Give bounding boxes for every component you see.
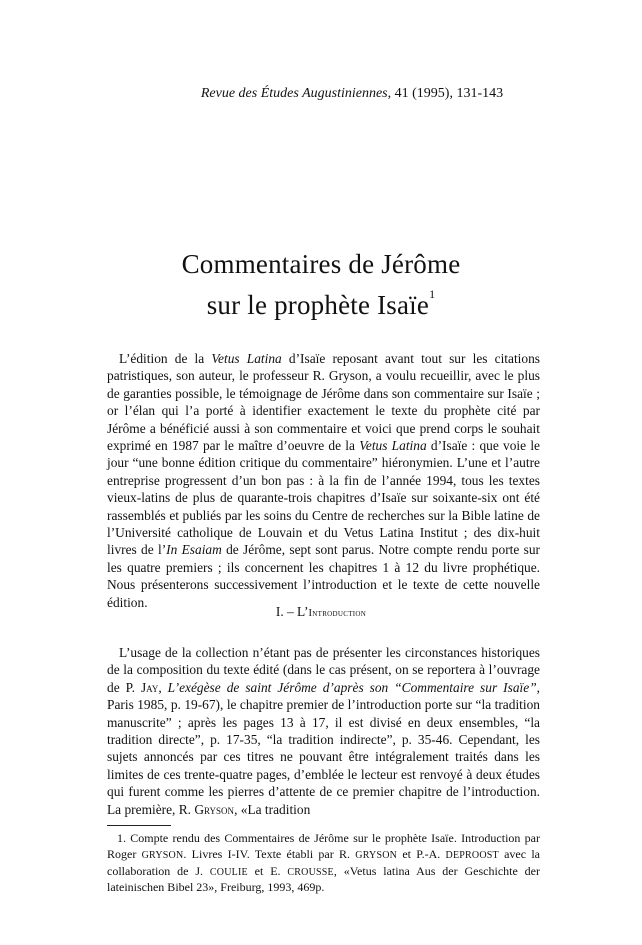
fn-seg-3: et P.-A. <box>397 846 446 861</box>
p2-seg-4: L’exégèse de saint Jérôme d’après son “Commentaire sur Isaïe” <box>167 679 537 695</box>
footnote-divider <box>107 825 171 826</box>
paragraph-2-text <box>107 644 540 818</box>
fn-name-2: GRYSON <box>355 849 398 861</box>
volume-info: , 41 (1995), 131-143 <box>387 86 504 101</box>
paragraph-1 <box>107 350 540 611</box>
fn-seg-6: , «Vetus latina Aus der Geschichte der lateinischen Bibel 23», Freiburg, 1993, 469p. <box>107 863 540 895</box>
p1-seg-7: de Jérôme, sept sont parus. Notre compte rendu porte sur les quatre premiers ; ils concernent les chapitres 1 à 12 du livre prophétique. Nous présenterons successivement l’introduction et le texte de cette nouvelle édition. <box>107 542 540 610</box>
fn-seg-1: 1. Compte rendu des Commentaires de Jérôme sur le prophète Isaïe. Introduction par Roger <box>107 831 540 861</box>
paragraph-1-text <box>107 350 540 611</box>
footnote-1 <box>107 831 540 896</box>
p1-seg-5: d’Isaïe : que voie le jour “une bonne édition critique du commentaire” hiéronymien. L’une et l’autre entreprise progressent d’un bon pas : à la fin de l’année 1994, tous les textes vieux-latins de plus de quarante-trois chapitres d’Isaïe sur soixante-six ont été rassemblés et publiés par les soins du Centre de recherches sur la Bible latine de l’Université catholique de Louvain et du Vetus Latina Institut ; des dix-huit livres de l’ <box>107 438 540 558</box>
fn-seg-5: et E. <box>247 863 288 878</box>
journal-title: Revue des Études Augustiniennes <box>200 86 388 101</box>
section-heading-prefix: I. – L’ <box>275 604 309 619</box>
p2-seg-5: , Paris 1985, p. 19-67), le chapitre premier de l’introduction porte sur “la tradition manuscrite” ; après les pages 13 à 17, il est divisé en deux ensembles, “la tradition directe”, p. 17-35, “la tradition indirecte”, p. 35-46. Cependant, les sujets annoncés par ces titres ne pouvant être intégralement traités dans les limites de ces trente-quatre pages, d’emblée le lecteur est renvoyé à deux études qui furent comme les pierres d’attente de ce premier chapitre de l’introduction. La première, R. <box>107 679 540 817</box>
p2-seg-3: , <box>158 679 168 695</box>
p2-seg-1: L’usage de la collection n’étant pas de présenter les circonstances historiques de la composition du texte édité (dans le cas présent, on se reportera à l’ouvrage de P. <box>107 645 540 695</box>
fn-name-3: DEPROOST <box>445 849 499 861</box>
title-line-2-text: sur le prophète Isaïe <box>206 290 430 320</box>
fn-seg-4: avec la collaboration de J. <box>107 846 541 878</box>
running-head <box>0 86 642 102</box>
p2-seg-7: , «La tradition <box>234 801 311 817</box>
fn-name-4: COULIE <box>209 866 248 878</box>
p1-seg-2: Vetus Latina <box>211 351 282 366</box>
title-line-1: Commentaires de Jérôme <box>181 249 461 279</box>
article-title <box>0 246 642 323</box>
title-footnote-marker[interactable]: 1 <box>429 287 436 301</box>
p2-seg-2: Jay <box>140 679 159 695</box>
p1-seg-1: L’édition de la <box>119 351 212 366</box>
section-heading <box>0 604 642 620</box>
fn-seg-2: . Livres I-IV. Texte établi par R. <box>183 846 356 861</box>
p1-seg-4: Vetus Latina <box>359 438 427 454</box>
fn-name-1: GRYSON <box>141 849 184 861</box>
fn-name-5: CROUSSE <box>287 866 334 878</box>
section-heading-word: Introduction <box>308 608 367 619</box>
title-line-2 <box>0 282 642 323</box>
paragraph-2 <box>107 644 540 818</box>
p1-seg-6: In Esaiam <box>166 542 222 558</box>
p1-seg-3: d’Isaïe reposant avant tout sur les citations patristiques, son auteur, le professeur R. Gryson, a voulu recueillir, avec le plus de garanties possible, le témoignage de Jérôme dans son commentaire sur Isaïe ; or l’élan qui l’a porté à identifier exactement le texte du prophète cité par Jérôme a bénéficié aussi à son commentaire et voici que prend corps le souhait exprimé en 1987 par le maître d’oeuvre de la <box>107 351 540 454</box>
footnote-text <box>107 831 540 896</box>
p2-seg-6: Gryson <box>194 801 235 817</box>
